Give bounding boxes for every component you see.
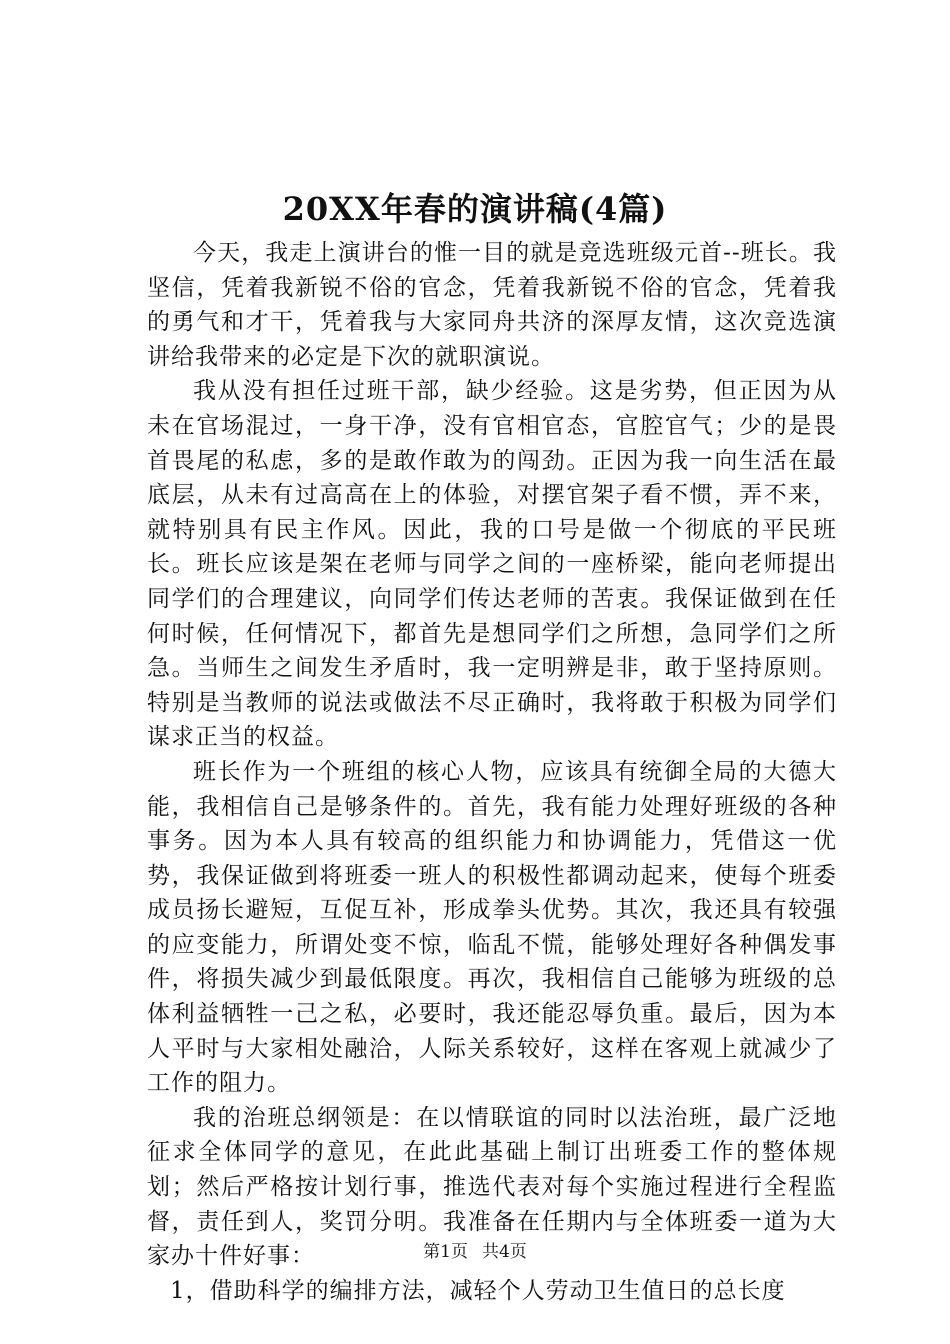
page-footer <box>0 1240 950 1264</box>
document-title: 20XX年春的演讲稿(4篇) <box>282 190 668 228</box>
paragraph: 我的治班总纲领是：在以情联谊的同时以法治班，最广泛地征求全体同学的意见，在此此基础上制订出班委工作的整体规划；然后严格按计划行事，推选代表对每个实施过程进行全程监督，责任到人，奖罚分明。我准备在任期内与全体班委一道为大家办十件好事： <box>147 1104 837 1270</box>
list-item: 1，借助科学的编排方法，减轻个人劳动卫生值日的总长度 <box>170 1277 786 1304</box>
paragraph: 班长作为一个班组的核心人物，应该具有统御全局的大德大能，我相信自己是够条件的。首先，我有能力处理好班级的各种事务。因为本人具有较高的组织能力和协调能力，凭借这一优势，我保证做到将班委一班人的积极性都调动起来，使每个班委成员扬长避短，互促互补，形成拳头优势。其次，我还具有较强的应变能力，所谓处变不惊，临乱不慌，能够处理好各种偶发事件，将损失减少到最低限度。再次，我相信自己能够为班级的总体利益牺牲一己之私，必要时，我还能忍辱负重。最后，因为本人平时与大家相处融洽，人际关系较好，这样在客观上就减少了工作的阻力。 <box>147 758 837 1097</box>
page-number: 第1页 <box>423 1242 468 1262</box>
paragraph: 我从没有担任过班干部，缺少经验。这是劣势，但正因为从未在官场混过，一身干净，没有官相官态，官腔官气；少的是畏首畏尾的私虑，多的是敢作敢为的闯劲。正因为我一向生活在最底层，从未有过高高在上的体验，对摆官架子看不惯，弄不来，就特别具有民主作风。因此，我的口号是做一个彻底的平民班长。班长应该是架在老师与同学之间的一座桥梁，能向老师提出同学们的合理建议，向同学们传达老师的苦衷。我保证做到在任何时候，任何情况下，都首先是想同学们之所想，急同学们之所急。当师生之间发生矛盾时，我一定明辨是非，敢于坚持原则。特别是当教师的说法或做法不尽正确时，我将敢于积极为同学们谋求正当的权益。 <box>147 378 837 751</box>
paragraph: 今天，我走上演讲台的惟一目的就是竞选班级元首--班长。我坚信，凭着我新锐不俗的官念，凭着我新锐不俗的官念，凭着我的勇气和才干，凭着我与大家同舟共济的深厚友情，这次竞选演讲给我带来的必定是下次的就职演说。 <box>147 240 837 370</box>
document-body <box>147 236 837 1308</box>
page-total: 共4页 <box>482 1242 527 1262</box>
